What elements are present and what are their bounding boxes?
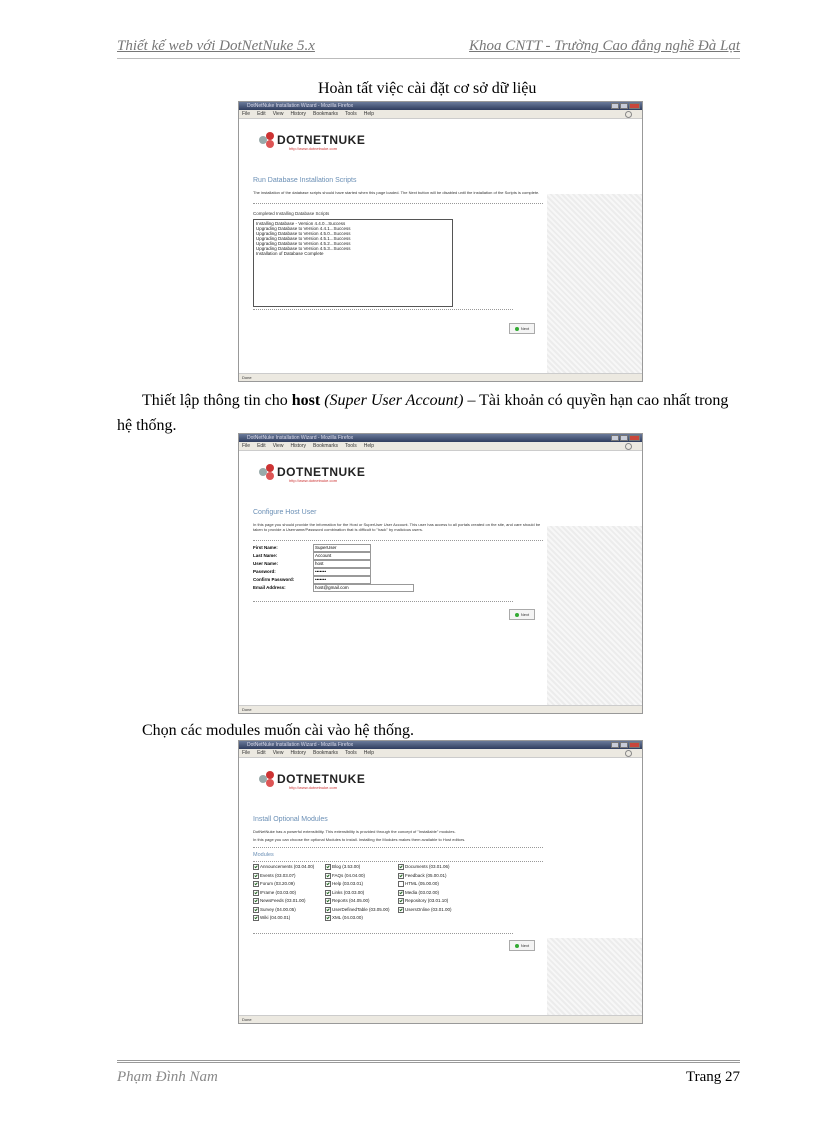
- close-icon[interactable]: [629, 103, 640, 109]
- menu-bookmarks[interactable]: Bookmarks: [313, 443, 339, 449]
- maximize-icon[interactable]: [620, 103, 628, 109]
- para-text: Chọn các modules muốn cài vào hệ thống.: [142, 722, 414, 739]
- log-line: Upgrading Database to Version 4.4.1...Success: [256, 226, 351, 231]
- menu-bar: [239, 110, 642, 119]
- module-label: Reports (04.05.00): [332, 898, 370, 904]
- module-checkbox[interactable]: [398, 881, 404, 887]
- section-description: In this page you should provide the information for the Host or SuperUser User Account. This user has access to all portals created on the site, and care should be taken to provide a Username/Password combination that is difficult to "hack" by malicious users.: [253, 522, 541, 532]
- divider: [253, 601, 513, 602]
- menu-bar: [239, 749, 642, 758]
- screenshot-host-user: [238, 433, 643, 714]
- module-checkbox[interactable]: [398, 873, 404, 879]
- module-item[interactable]: [325, 890, 364, 896]
- next-button[interactable]: Next: [509, 940, 535, 951]
- module-checkbox[interactable]: [253, 873, 259, 879]
- background-pattern: [547, 938, 642, 1015]
- window-title: DotNetNuke Installation Wizard - Mozilla Firefox: [247, 435, 354, 441]
- module-item[interactable]: [253, 915, 290, 921]
- window-titlebar: [239, 741, 642, 749]
- module-item[interactable]: [253, 881, 295, 887]
- first-name-field[interactable]: SuperUser: [313, 544, 371, 552]
- field-label: Email Address:: [253, 585, 286, 590]
- section-description-2: In this page you can choose the optional Modules to install. Installing the Modules makes them available to Host editors.: [253, 837, 466, 842]
- module-checkbox[interactable]: [253, 915, 259, 921]
- divider: [253, 847, 543, 848]
- footer-author: Phạm Đình Nam: [117, 1069, 218, 1085]
- module-checkbox[interactable]: [325, 873, 331, 879]
- module-label: Media (03.02.00): [405, 889, 440, 895]
- menu-bar: [239, 442, 642, 451]
- module-label: Documents (03.01.06): [405, 864, 450, 870]
- arrow-right-icon: [515, 613, 519, 617]
- background-pattern: [547, 194, 642, 373]
- window-titlebar: [239, 102, 642, 110]
- module-checkbox[interactable]: [398, 864, 404, 870]
- dotnetnuke-logo: DOTNETNUKE http://www.dotnetnuke.com: [259, 770, 365, 788]
- module-label: IFrame (03.03.00): [260, 889, 297, 895]
- menu-help[interactable]: Help: [363, 750, 374, 756]
- section-description: The installation of the database scripts should have started when this page loaded. The Next button will be disabled until the installation of the Scripts is complete.: [253, 190, 540, 195]
- menu-view[interactable]: View: [272, 111, 284, 117]
- module-label: Events (03.03.07): [260, 872, 296, 878]
- next-button[interactable]: Next: [509, 609, 535, 620]
- module-label: NewsFeeds (03.01.00): [260, 898, 306, 904]
- modules-grid: [253, 864, 513, 924]
- log-line: Upgrading Database to Version 4.5.0...Success: [256, 231, 351, 236]
- confirm-password-field[interactable]: •••••••: [313, 576, 371, 584]
- status-bar: Done: [239, 1015, 642, 1023]
- module-item[interactable]: [398, 864, 450, 870]
- module-label: Feedback (05.00.01): [405, 872, 447, 878]
- section-title: Configure Host User: [253, 509, 317, 516]
- module-label: Repository (03.01.10): [405, 898, 449, 904]
- menu-tools[interactable]: Tools: [345, 443, 357, 449]
- module-item[interactable]: [253, 907, 296, 913]
- module-label: FAQs (04.04.00): [332, 872, 366, 878]
- module-label: XML (04.03.00): [332, 915, 363, 921]
- menu-tools[interactable]: Tools: [345, 750, 357, 756]
- logo-icon: [259, 464, 275, 480]
- module-checkbox[interactable]: [398, 907, 404, 913]
- field-label: Last Name:: [253, 553, 278, 558]
- install-log: [253, 219, 453, 307]
- screenshot-modules: [238, 740, 643, 1024]
- module-label: Announcements (03.04.00): [260, 864, 315, 870]
- para-text: – Tài khoản có quyền hạn cao nhất trong hệ thống.: [117, 392, 729, 434]
- email-field[interactable]: host@gmail.com: [313, 584, 414, 592]
- menu-tools[interactable]: Tools: [345, 111, 357, 117]
- last-name-field[interactable]: Account: [313, 552, 371, 560]
- menu-view[interactable]: View: [272, 443, 284, 449]
- module-item[interactable]: [253, 898, 306, 904]
- log-line: Installation of Database Complete: [256, 251, 324, 256]
- log-title: Completed Installing Database Scripts: [253, 211, 330, 216]
- menu-file[interactable]: File: [242, 750, 251, 756]
- module-checkbox[interactable]: [398, 890, 404, 896]
- divider: [253, 203, 543, 204]
- module-checkbox[interactable]: [253, 890, 259, 896]
- maximize-icon[interactable]: [620, 742, 628, 748]
- page-header: [117, 36, 740, 59]
- header-left: Thiết kế web với DotNetNuke 5.x: [117, 38, 315, 54]
- menu-help[interactable]: Help: [363, 111, 374, 117]
- module-checkbox[interactable]: [253, 907, 259, 913]
- logo-icon: [259, 132, 275, 148]
- menu-bookmarks[interactable]: Bookmarks: [313, 111, 339, 117]
- menu-bookmarks[interactable]: Bookmarks: [313, 750, 339, 756]
- module-item[interactable]: [398, 873, 447, 879]
- arrow-right-icon: [515, 944, 519, 948]
- module-item[interactable]: [398, 898, 448, 904]
- window-title: DotNetNuke Installation Wizard - Mozilla Firefox: [247, 742, 354, 748]
- module-checkbox[interactable]: [253, 881, 259, 887]
- minimize-icon[interactable]: [611, 742, 619, 748]
- log-line: Upgrading Database to Version 4.5.1...Success: [256, 236, 351, 241]
- log-line: Installing Database - Version 4.4.0...Success: [256, 221, 346, 226]
- module-checkbox[interactable]: [253, 864, 259, 870]
- field-label: First Name:: [253, 545, 278, 550]
- module-item[interactable]: [325, 915, 363, 921]
- log-line: Upgrading Database to Version 4.5.3...Success: [256, 246, 351, 251]
- module-label: Wiki (04.00.01): [260, 915, 291, 921]
- module-checkbox[interactable]: [253, 898, 259, 904]
- menu-edit[interactable]: Edit: [257, 443, 266, 449]
- status-bar: Done: [239, 373, 642, 381]
- module-item[interactable]: [325, 873, 365, 879]
- menu-file[interactable]: File: [242, 443, 251, 449]
- module-label: Help (03.03.01): [332, 881, 364, 887]
- module-label: UserDefinedTable (03.05.00): [332, 906, 390, 912]
- minimize-icon[interactable]: [611, 435, 619, 441]
- menu-history[interactable]: History: [290, 111, 306, 117]
- module-checkbox[interactable]: [325, 898, 331, 904]
- menu-history[interactable]: History: [290, 750, 306, 756]
- maximize-icon[interactable]: [620, 435, 628, 441]
- para-italic: (Super User Account): [320, 392, 464, 409]
- password-field[interactable]: •••••••: [313, 568, 371, 576]
- module-item[interactable]: [253, 864, 314, 870]
- module-item[interactable]: [325, 881, 363, 887]
- module-item[interactable]: [325, 898, 370, 904]
- menu-help[interactable]: Help: [363, 443, 374, 449]
- module-checkbox[interactable]: [325, 890, 331, 896]
- throbber-icon: [625, 443, 632, 450]
- module-item[interactable]: [398, 890, 439, 896]
- section-title: Install Optional Modules: [253, 816, 328, 823]
- throbber-icon: [625, 111, 632, 118]
- para-text: Thiết lập thông tin cho: [142, 392, 292, 409]
- status-bar: Done: [239, 705, 642, 713]
- module-item[interactable]: [398, 881, 439, 887]
- module-checkbox[interactable]: [325, 881, 331, 887]
- field-label: Confirm Password:: [253, 577, 295, 582]
- para-bold: host: [291, 392, 321, 409]
- logo-icon: [259, 771, 275, 787]
- dotnetnuke-logo: DOTNETNUKE http://www.dotnetnuke.com: [259, 131, 365, 149]
- module-checkbox[interactable]: [325, 864, 331, 870]
- log-line: Upgrading Database to Version 4.5.2...Success: [256, 241, 351, 246]
- module-item[interactable]: [253, 873, 296, 879]
- next-button[interactable]: Next: [509, 323, 535, 334]
- menu-view[interactable]: View: [272, 750, 284, 756]
- close-icon[interactable]: [629, 435, 640, 441]
- menu-edit[interactable]: Edit: [257, 111, 266, 117]
- menu-history[interactable]: History: [290, 443, 306, 449]
- field-label: User Name:: [253, 561, 279, 566]
- module-item[interactable]: [325, 864, 360, 870]
- page-number: Trang 27: [685, 1069, 740, 1085]
- close-icon[interactable]: [629, 742, 640, 748]
- window-titlebar: [239, 434, 642, 442]
- divider: [253, 861, 543, 862]
- menu-edit[interactable]: Edit: [257, 750, 266, 756]
- module-item[interactable]: [325, 907, 390, 913]
- modules-title: Modules: [253, 852, 274, 858]
- user-name-field[interactable]: host: [313, 560, 371, 568]
- module-checkbox[interactable]: [325, 915, 331, 921]
- module-label: Blog (3.53.00): [332, 864, 361, 870]
- module-label: Survey (04.00.05): [260, 906, 296, 912]
- dotnetnuke-logo: DOTNETNUKE http://www.dotnetnuke.com: [259, 463, 365, 481]
- module-label: HTML (05.00.00): [405, 881, 439, 887]
- module-item[interactable]: [253, 890, 296, 896]
- field-label: Password:: [253, 569, 276, 574]
- minimize-icon[interactable]: [611, 103, 619, 109]
- section-title: Run Database Installation Scripts: [253, 177, 357, 184]
- header-right: Khoa CNTT - Trường Cao đẳng nghề Đà Lạt: [469, 38, 740, 54]
- caption-db-install: Hoàn tất việc cài đặt cơ sở dữ liệu: [318, 80, 537, 97]
- module-checkbox[interactable]: [398, 898, 404, 904]
- module-label: Forum (03.20.09): [260, 881, 295, 887]
- module-checkbox[interactable]: [325, 907, 331, 913]
- paragraph-host-user: [117, 388, 742, 438]
- module-label: Links (03.03.00): [332, 889, 365, 895]
- divider: [253, 540, 543, 541]
- background-pattern: [547, 526, 642, 705]
- window-title: DotNetNuke Installation Wizard - Mozilla Firefox: [247, 103, 354, 109]
- section-description-1: DotNetNuke has a powerful extensibility. This extensibility is provided through the concept of "Installable" modules.: [253, 829, 456, 834]
- module-item[interactable]: [398, 907, 452, 913]
- arrow-right-icon: [515, 327, 519, 331]
- divider: [253, 933, 513, 934]
- page-footer: [117, 1060, 740, 1085]
- screenshot-db-install: [238, 101, 643, 382]
- throbber-icon: [625, 750, 632, 757]
- module-label: UsersOnline (03.01.00): [405, 906, 452, 912]
- menu-file[interactable]: File: [242, 111, 251, 117]
- divider: [253, 309, 513, 310]
